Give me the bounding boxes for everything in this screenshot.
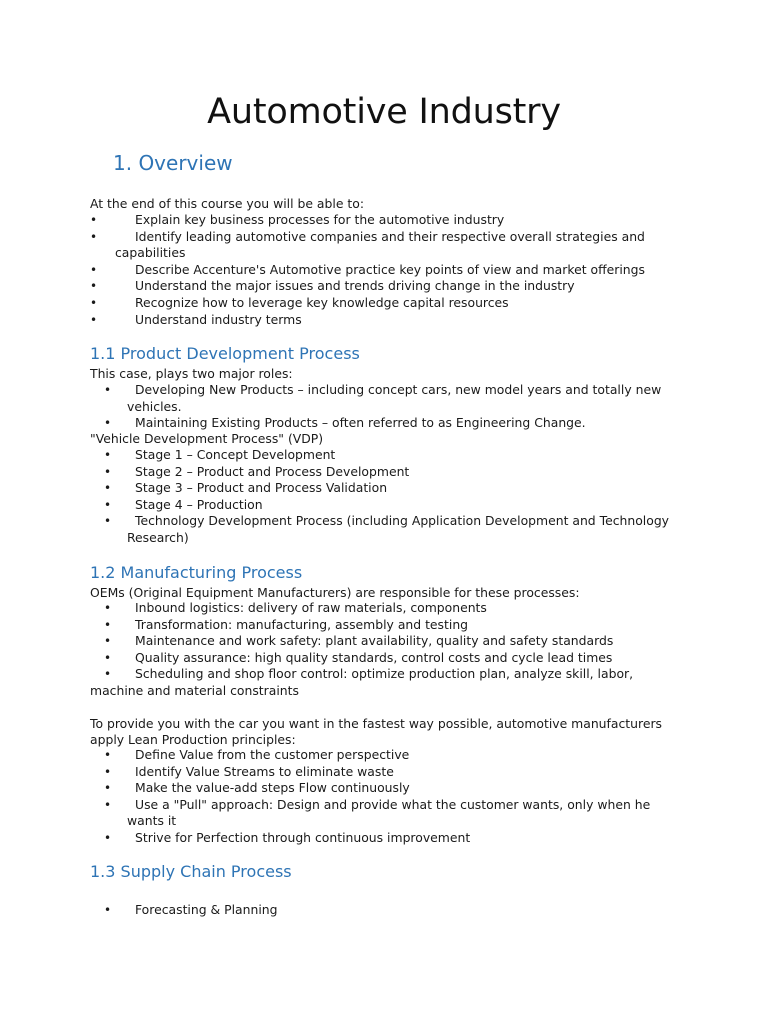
product-roles-list bbox=[104, 382, 690, 432]
product-intro: This case, plays two major roles: bbox=[90, 366, 293, 381]
list-item: • Make the value-add steps Flow continuously bbox=[104, 780, 410, 796]
list-item: • Forecasting & Planning bbox=[104, 902, 278, 917]
list-item: • Explain key business processes for the automotive industry bbox=[90, 212, 505, 227]
list-item: • Stage 4 – Production bbox=[104, 496, 263, 512]
overview-heading: 1. Overview bbox=[113, 151, 233, 175]
overview-list bbox=[90, 212, 690, 328]
list-item: • Stage 3 – Product and Process Validation bbox=[104, 480, 388, 496]
list-item: • Understand the major issues and trends driving change in the industry bbox=[90, 278, 575, 294]
list-item: • Quality assurance: high quality standards, control costs and cycle lead times bbox=[104, 649, 613, 665]
list-item: • Stage 1 – Concept Development bbox=[104, 447, 336, 462]
vdp-label: "Vehicle Development Process" (VDP) bbox=[90, 431, 324, 446]
lean-principles-list bbox=[104, 747, 690, 847]
list-item: • Developing New Products – including concept cars, new model years and totally new vehicles. bbox=[104, 382, 662, 414]
vdp-stages-list bbox=[104, 447, 690, 547]
list-item: • Identify leading automotive companies and their respective overall strategies and capabilities bbox=[90, 228, 645, 261]
manufacturing-heading: 1.2 Manufacturing Process bbox=[90, 563, 303, 582]
list-item: • Inbound logistics: delivery of raw materials, components bbox=[104, 600, 487, 615]
product-development-heading: 1.1 Product Development Process bbox=[90, 344, 360, 363]
page-title: Automotive Industry bbox=[207, 92, 561, 132]
lean-intro-line-2: apply Lean Production principles: bbox=[90, 732, 296, 747]
list-item: • Recognize how to leverage key knowledge capital resources bbox=[90, 294, 509, 310]
list-item: • Define Value from the customer perspective bbox=[104, 747, 410, 762]
lean-intro-line-1: To provide you with the car you want in the fastest way possible, automotive manufacturers bbox=[90, 716, 663, 731]
list-item: • Scheduling and shop floor control: optimize production plan, analyze skill, labor, machine and material constraints bbox=[90, 666, 634, 698]
supply-chain-list bbox=[104, 902, 690, 919]
overview-intro: At the end of this course you will be able to: bbox=[90, 196, 365, 211]
list-item: • Stage 2 – Product and Process Development bbox=[104, 463, 410, 479]
list-item: • Maintenance and work safety: plant availability, quality and safety standards bbox=[104, 633, 614, 649]
manufacturing-list bbox=[90, 600, 690, 700]
list-item: • Use a "Pull" approach: Design and provide what the customer wants, only when he wants it bbox=[104, 796, 651, 829]
list-item: • Transformation: manufacturing, assembly and testing bbox=[104, 616, 469, 632]
list-item: • Maintaining Existing Products – often referred to as Engineering Change. bbox=[104, 415, 586, 431]
list-item: • Strive for Perfection through continuous improvement bbox=[104, 829, 471, 845]
list-item: • Technology Development Process (including Application Development and Technology Research) bbox=[104, 513, 670, 545]
manufacturing-intro: OEMs (Original Equipment Manufacturers) are responsible for these processes: bbox=[90, 585, 580, 600]
supply-chain-heading: 1.3 Supply Chain Process bbox=[90, 862, 292, 881]
list-item: • Describe Accenture's Automotive practice key points of view and market offerings bbox=[90, 261, 645, 277]
list-item: • Understand industry terms bbox=[90, 311, 302, 327]
list-item: • Identify Value Streams to eliminate waste bbox=[104, 763, 394, 779]
